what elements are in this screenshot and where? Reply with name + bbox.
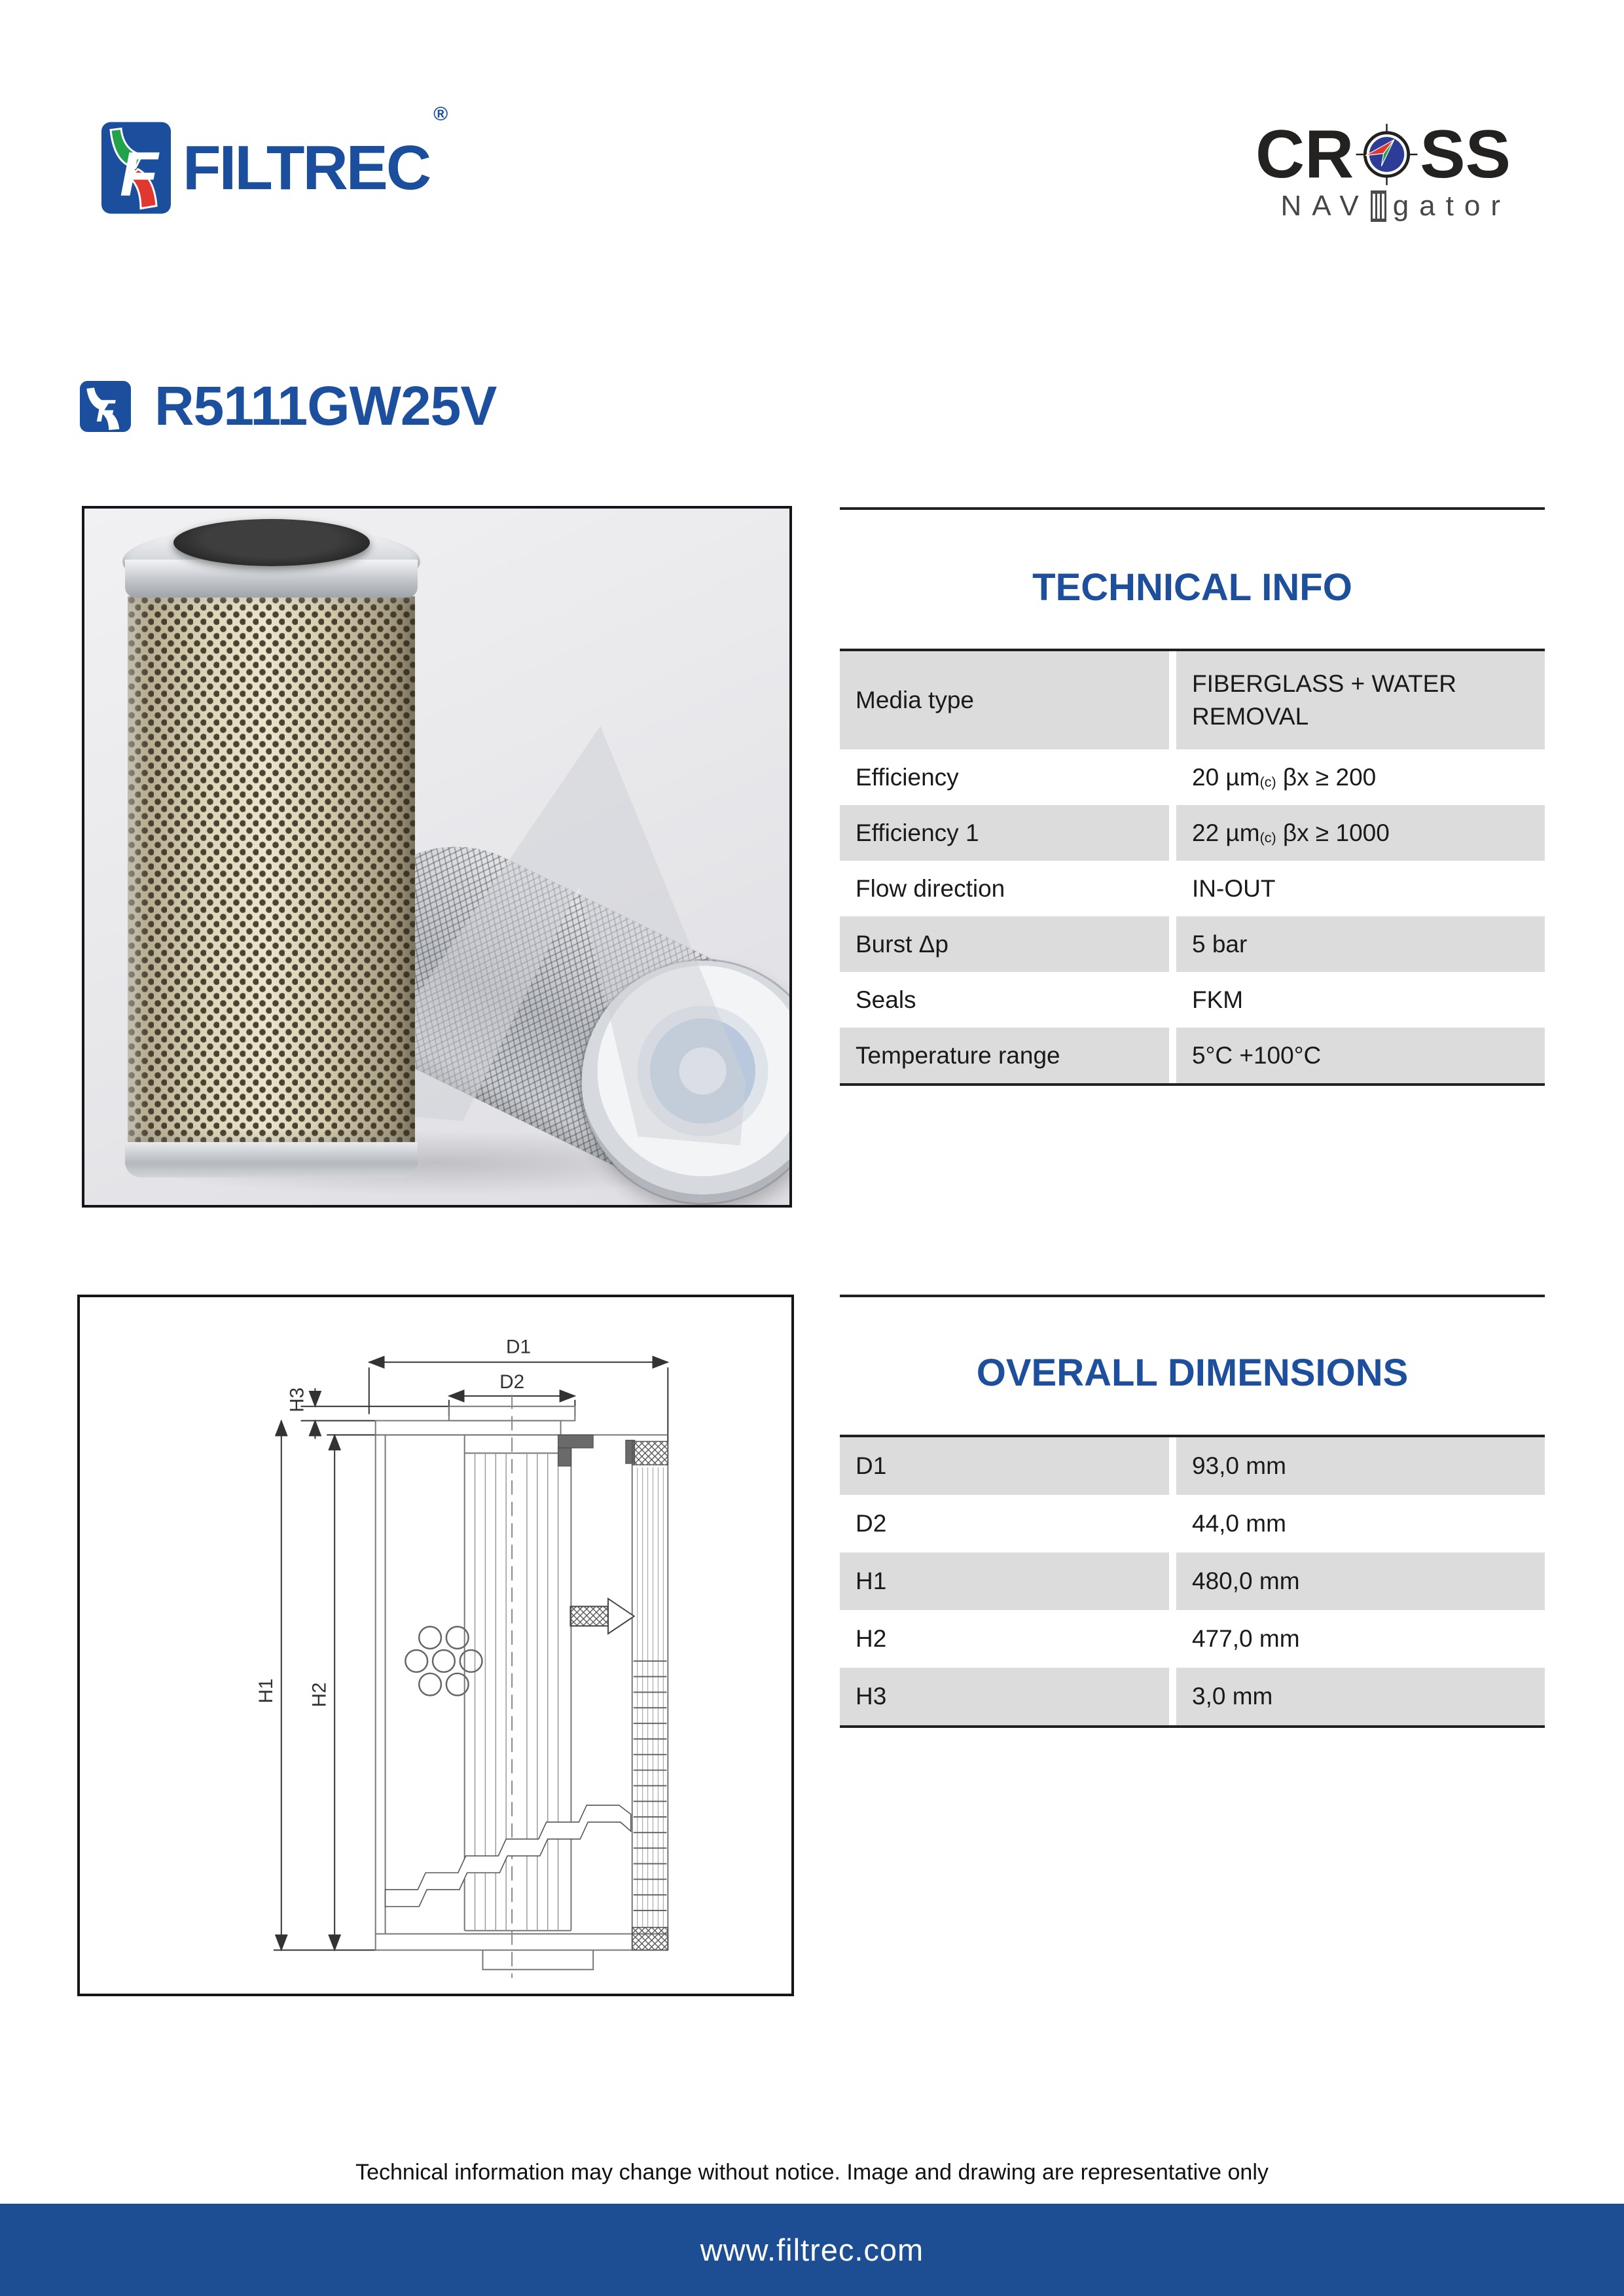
product-header [80,374,496,438]
row-label: D1 [840,1437,1169,1495]
product-code: R5111GW25V [154,375,497,437]
row-value: IN-OUT [1176,861,1545,916]
disclaimer-note: Technical information may change without notice. Image and drawing are representative only [355,2160,1269,2185]
row-label: Seals [840,972,1169,1028]
table-row [840,861,1545,916]
break-line-band [386,1805,631,1907]
filter-perforated-body [128,596,415,1145]
filter-element-standing [122,519,420,1180]
product-photo [82,506,792,1208]
technical-info-table [840,649,1545,1086]
filtrec-wordmark [183,103,446,204]
row-value: 93,0 mm [1176,1437,1545,1495]
technical-drawing [77,1295,794,1996]
row-value: 5°C +100°C [1176,1028,1545,1083]
table-row [840,972,1545,1028]
table-row [840,1610,1545,1668]
table-row [840,749,1545,805]
value-text: βx ≥ 200 [1276,763,1377,791]
value-text: 22 µm [1192,819,1260,846]
row-label: H2 [840,1610,1169,1668]
row-value: 44,0 mm [1176,1495,1545,1552]
row-value: FIBERGLASS + WATER REMOVAL [1176,651,1545,749]
pleat-ticks [634,1661,667,1910]
overall-dimensions-table [840,1435,1545,1728]
svg-text:F: F [96,393,115,428]
filter-top-opening [173,519,370,566]
table-row [840,1668,1545,1725]
value-text: βx ≥ 1000 [1276,819,1390,846]
table-row [840,651,1545,749]
nav-post-text: gator [1392,190,1511,222]
filter-bottom-rim [125,1142,418,1177]
dim-label-d1: D1 [506,1336,532,1358]
cross-right-text: SS [1420,117,1511,192]
row-label: Burst Δp [840,916,1169,972]
registered-trademark: ® [433,103,446,125]
table-row [840,1495,1545,1552]
row-label: Efficiency 1 [840,805,1169,861]
dim-label-h2: H2 [308,1682,331,1708]
table-row [840,916,1545,972]
table-row [840,1028,1545,1083]
magnifier-handle-icon [1371,190,1386,222]
svg-text:F: F [120,139,158,209]
row-label: H3 [840,1668,1169,1725]
row-value: 3,0 mm [1176,1668,1545,1725]
dim-label-d2: D2 [499,1371,525,1393]
row-value: 22 µm $_{(c)}$ βx ≥ 1000 [1176,805,1545,861]
dim-label-h1: H1 [255,1678,277,1704]
row-value: 5 bar [1176,916,1545,972]
nav-pre-text: NAV [1280,190,1369,222]
dimension-labels [255,1336,531,1707]
row-label: Media type [840,651,1169,749]
row-label: Temperature range [840,1028,1169,1083]
filtrec-wordmark-text: FILTREC [183,132,430,203]
row-value: 477,0 mm [1176,1610,1545,1668]
row-label: Efficiency [840,749,1169,805]
dim-label-h3: H3 [286,1387,308,1412]
overall-dimensions-rule [840,1295,1545,1297]
row-label: Flow direction [840,861,1169,916]
product-code-icon [80,381,131,432]
row-label: H1 [840,1552,1169,1610]
cross-wordmark [1255,117,1511,192]
cross-navigator-logo [1255,117,1511,223]
technical-info-rule [840,507,1545,510]
row-value: FKM [1176,972,1545,1028]
pleat-pack [632,1441,668,1950]
seal-blocks [558,1435,635,1466]
table-row [840,1437,1545,1495]
technical-info-title: TECHNICAL INFO [1032,566,1352,609]
value-text: 20 µm [1192,763,1260,791]
row-label: D2 [840,1495,1169,1552]
bypass-holes [405,1626,482,1695]
compass-icon [1355,120,1418,188]
cross-left-text: CR [1255,117,1354,192]
filter-drawing-svg [80,1297,791,1994]
navigator-wordmark [1255,190,1511,223]
footer-bar [0,2204,1624,2296]
overall-dimensions-title: OVERALL DIMENSIONS [976,1352,1409,1394]
row-value: 480,0 mm [1176,1552,1545,1610]
table-row [840,1552,1545,1610]
website-link[interactable]: www.filtrec.com [700,2233,924,2267]
row-value: 20 µm $_{(c)}$ βx ≥ 200 [1176,749,1545,805]
filtrec-f-mark-icon [101,122,171,214]
table-row [840,805,1545,861]
filtrec-logo [101,103,446,214]
flow-arrow-icon [570,1599,634,1634]
